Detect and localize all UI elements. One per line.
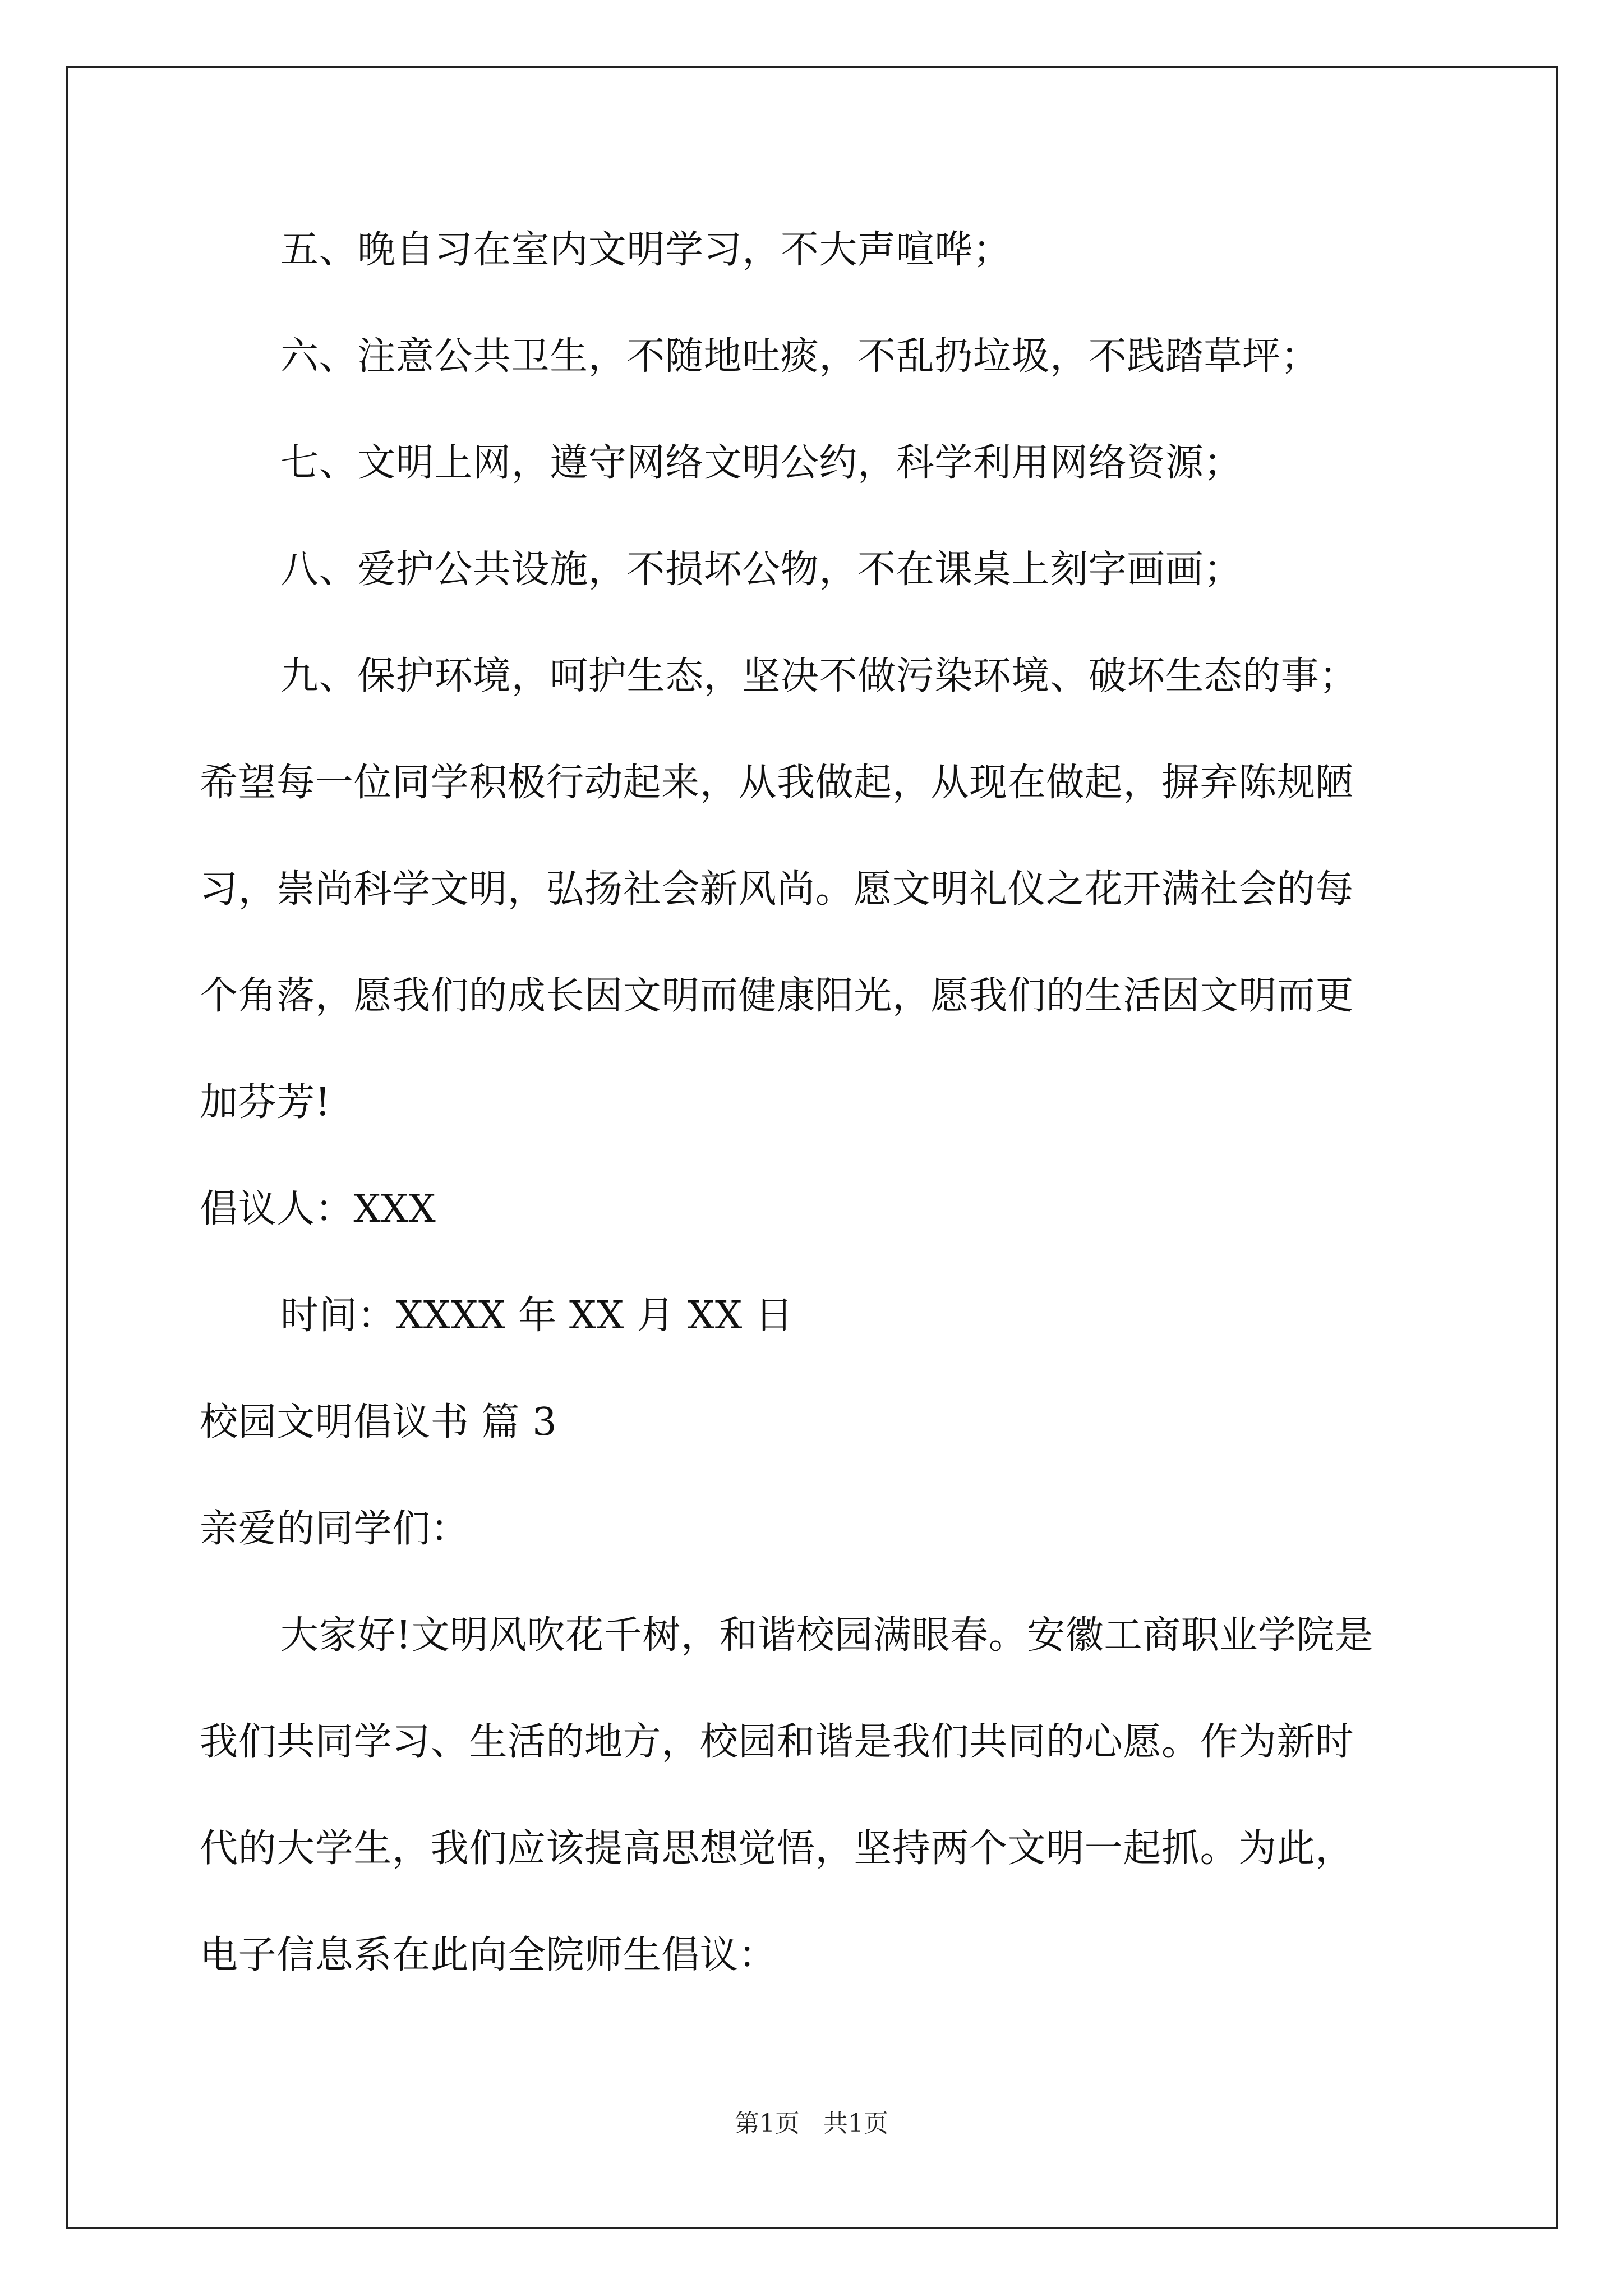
text-line: 八、爱护公共设施，不损坏公物，不在课桌上刻字画画； (280, 547, 1243, 592)
page-border (66, 66, 1558, 2229)
text-line: 电子信息系在此向全院师生倡议： (200, 1933, 777, 1977)
text-line: 大家好!文明风吹花千树，和谐校园满眼春。安徽工商职业学院是 (280, 1613, 1373, 1658)
text-line: 个角落，愿我们的成长因文明而健康阳光，愿我们的生活因文明而更 (200, 974, 1354, 1018)
text-line: 加芬芳! (200, 1080, 331, 1125)
section-heading: 校园文明倡议书 篇 3 (200, 1400, 557, 1444)
text-line: 倡议人：XXX (200, 1187, 436, 1231)
text-line: 希望每一位同学积极行动起来，从我做起，从现在做起，摒弃陈规陋 (200, 761, 1354, 805)
text-line: 九、保护环境，呵护生态，坚决不做污染环境、破坏生态的事； (280, 654, 1358, 698)
text-line: 五、晚自习在室内文明学习，不大声喧哗； (280, 228, 1012, 272)
text-line: 代的大学生，我们应该提高思想觉悟，坚持两个文明一起抓。为此， (200, 1826, 1354, 1871)
text-line: 六、注意公共卫生，不随地吐痰，不乱扔垃圾，不践踏草坪； (280, 334, 1320, 379)
text-line: 习，崇尚科学文明，弘扬社会新风尚。愿文明礼仪之花开满社会的每 (200, 867, 1354, 912)
text-line: 亲爱的同学们： (200, 1507, 469, 1551)
text-line: 我们共同学习、生活的地方，校园和谐是我们共同的心愿。作为新时 (200, 1720, 1354, 1764)
text-line: 七、文明上网，遵守网络文明公约，科学利用网络资源； (280, 441, 1243, 485)
page-footer: 第1页 共1页 (735, 2109, 888, 2138)
text-line: 时间：XXXX 年 XX 月 XX 日 (280, 1294, 794, 1338)
